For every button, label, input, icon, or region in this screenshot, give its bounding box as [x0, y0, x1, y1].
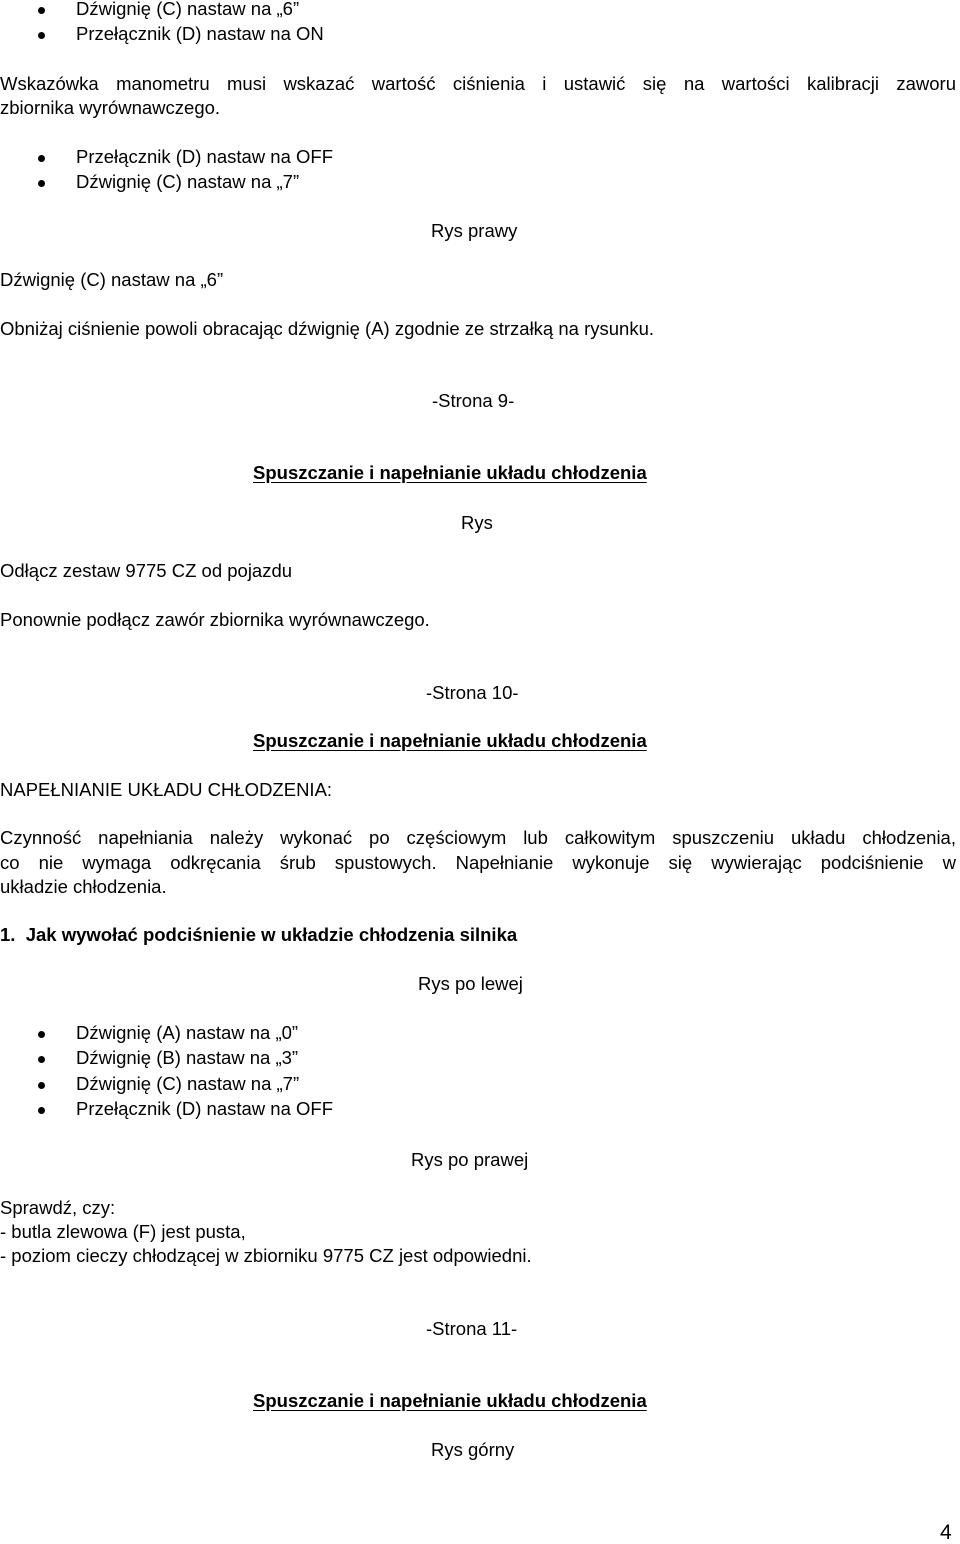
figure-caption: Rys po prawej	[411, 1149, 529, 1170]
section-title: Spuszczanie i napełnianie układu chłodzenia	[253, 1390, 647, 1411]
figure-caption: Rys	[461, 512, 493, 533]
list-item: Przełącznik (D) nastaw na OFF	[76, 146, 334, 167]
bullet-icon	[38, 1056, 45, 1063]
check-item: - butla zlewowa (F) jest pusta,	[0, 1221, 246, 1242]
step-title: 1. Jak wywołać podciśnienie w układzie chłodzenia silnika	[0, 924, 518, 945]
section-title: Spuszczanie i napełnianie układu chłodzenia	[253, 730, 647, 751]
check-item: - poziom cieczy chłodzącej w zbiorniku 9775 CZ jest odpowiedni.	[0, 1245, 532, 1266]
page-label: -Strona 9-	[432, 390, 515, 411]
list-item: Dźwignię (B) nastaw na „3”	[76, 1047, 299, 1068]
list-item: Dźwignię (A) nastaw na „0”	[76, 1022, 299, 1043]
instruction-text: Odłącz zestaw 9775 CZ od pojazdu	[0, 560, 293, 581]
bullet-icon	[38, 155, 45, 162]
bullet-icon	[38, 180, 45, 187]
gauge-note-line: zbiornika wyrównawczego.	[0, 97, 221, 118]
instruction-text: Ponownie podłącz zawór zbiornika wyrównawczego.	[0, 609, 430, 630]
section-title: Spuszczanie i napełnianie układu chłodzenia	[253, 462, 647, 483]
list-item: Dźwignię (C) nastaw na „7”	[76, 1073, 300, 1094]
figure-caption: Rys górny	[431, 1439, 515, 1460]
paragraph-line: Czynność napełniania należy wykonać po częściowym lub całkowitym spuszczeniu układu chłodzenia,	[0, 827, 956, 848]
instruction-text: Dźwignię (C) nastaw na „6”	[0, 269, 224, 290]
figure-caption: Rys prawy	[431, 220, 518, 241]
bullet-icon	[38, 1031, 45, 1038]
page-label: -Strona 11-	[426, 1318, 518, 1339]
paragraph-line: co nie wymaga odkręcania śrub spustowych. Napełnianie wykonuje się wywierając podciśnienie w	[0, 852, 956, 873]
list-item: Dźwignię (C) nastaw na „7”	[76, 171, 300, 192]
page-label: -Strona 10-	[426, 682, 519, 703]
figure-caption: Rys po lewej	[418, 973, 523, 994]
section-heading: NAPEŁNIANIE UKŁADU CHŁODZENIA:	[0, 779, 333, 800]
check-title: Sprawdź, czy:	[0, 1197, 116, 1218]
paragraph-line: układzie chłodzenia.	[0, 876, 167, 897]
bullet-icon	[38, 7, 45, 14]
bullet-icon	[38, 1082, 45, 1089]
page-number: 4	[940, 1521, 952, 1544]
gauge-note-line: Wskazówka manometru musi wskazać wartość ciśnienia i ustawić się na wartości kalibracji zaworu	[0, 73, 956, 94]
instruction-text: Obniżaj ciśnienie powoli obracając dźwignię (A) zgodnie ze strzałką na rysunku.	[0, 318, 654, 339]
list-item: Przełącznik (D) nastaw na OFF	[76, 1098, 334, 1119]
bullet-icon	[38, 32, 45, 39]
list-item: Przełącznik (D) nastaw na ON	[76, 23, 324, 44]
bullet-icon	[38, 1107, 45, 1114]
list-item: Dźwignię (C) nastaw na „6”	[76, 0, 300, 19]
